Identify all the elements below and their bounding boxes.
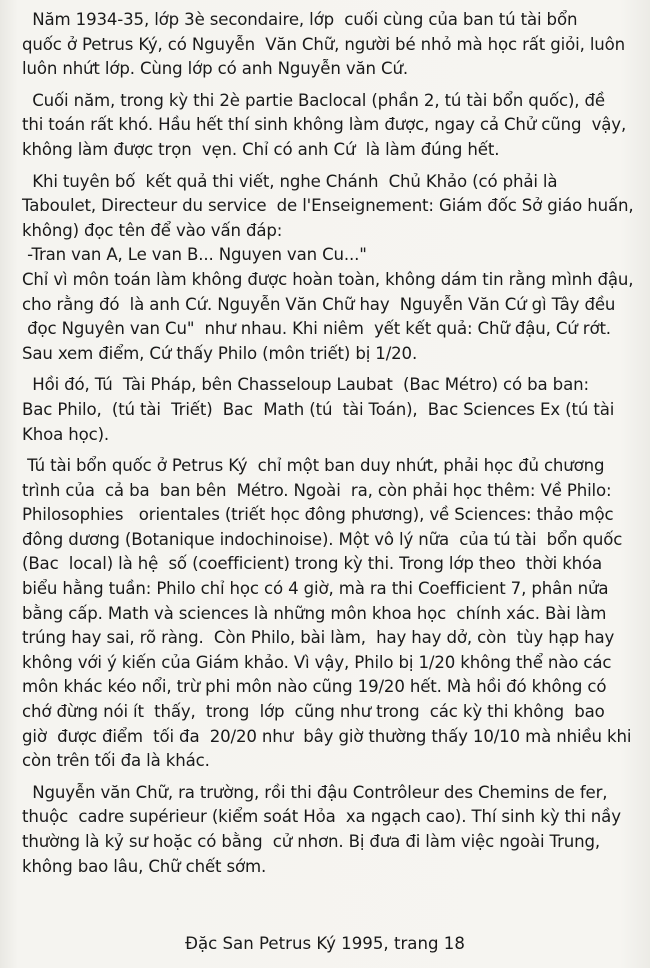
text-line: Chỉ vì môn toán làm không được hoàn toàn, không dám tin rằng mình đậu, bbox=[22, 269, 634, 289]
text-line: (Bac local) là hệ số (coefficient) trong kỳ thi. Trong lớp theo thời khóa bbox=[22, 554, 603, 574]
text-line: không) đọc tên để vào vấn đáp: bbox=[22, 220, 283, 240]
text-line: đông dương (Botanique indochinoise). Một vô lý nữa của tú tài bổn quốc bbox=[22, 529, 623, 549]
text-line: Taboulet, Directeur du service de l'Enseignement: Giám đốc Sở giáo huấn, bbox=[22, 196, 634, 216]
text-line: quốc ở Petrus Ký, có Nguyễn Văn Chữ, người bé nhỏ mà học rất giỏi, luôn bbox=[22, 34, 626, 54]
text-line: thuộc cadre supérieur (kiểm soát Hỏa xa ngạch cao). Thí sinh kỳ thi nầy bbox=[22, 807, 621, 827]
text-line: Nguyễn văn Chữ, ra trường, rồi thi đậu Contrôleur des Chemins de fer, bbox=[22, 782, 608, 802]
text-line: Tú tài bổn quốc ở Petrus Ký chỉ một ban duy nhứt, phải học đủ chương bbox=[22, 456, 605, 476]
page-footer-citation: Đặc San Petrus Ký 1995, trang 18 bbox=[185, 934, 465, 953]
text-line: trúng hay sai, rõ ràng. Còn Philo, bài làm, hay hay dở, còn tùy hạp hay bbox=[22, 628, 615, 648]
text-line: thường là kỷ sư hoặc có bằng cử nhơn. Bị đưa đi làm việc ngoài Trung, bbox=[22, 832, 601, 851]
text-line: cho rằng đó là anh Cứ. Nguyễn Văn Chữ hay Nguyễn Văn Cứ gì Tây đều bbox=[22, 294, 616, 314]
paragraph-5 bbox=[22, 454, 635, 774]
text-line: đọc Nguyên van Cu" như nhau. Khi niêm yết kết quả: Chữ đậu, Cứ rớt. bbox=[22, 319, 611, 339]
text-line: Năm 1934-35, lớp 3è secondaire, lớp cuối cùng của ban tú tài bổn bbox=[22, 10, 578, 29]
text-line: Hồi đó, Tú Tài Pháp, bên Chasseloup Laubat (Bac Métro) có ba ban: bbox=[22, 375, 589, 395]
text-line: luôn nhứt lớp. Cùng lớp có anh Nguyễn văn Cứ. bbox=[22, 59, 408, 79]
text-line: Khi tuyên bố kết quả thi viết, nghe Chánh Chủ Khảo (có phải là bbox=[22, 171, 558, 191]
text-line: không bao lâu, Chữ chết sớm. bbox=[22, 856, 267, 876]
text-line: bằng cấp. Math và sciences là những môn khoa học chính xác. Bài làm bbox=[22, 603, 607, 623]
paragraph-1 bbox=[22, 8, 635, 82]
text-line: trình của cả ba ban bên Métro. Ngoài ra, còn phải học thêm: Về Philo: bbox=[22, 480, 612, 500]
text-line: giờ được điểm tối đa 20/20 như bây giờ thường thấy 10/10 mà nhiều khi bbox=[22, 726, 632, 746]
paragraph-2 bbox=[22, 89, 635, 163]
text-line: thi toán rất khó. Hầu hết thí sinh không làm được, ngay cả Chử cũng vậy, bbox=[22, 115, 627, 135]
text-line: Khoa học). bbox=[22, 424, 110, 444]
article-body bbox=[22, 8, 635, 886]
paragraph-3 bbox=[22, 170, 635, 367]
text-line: -Tran van A, Le van B... Nguyen van Cu..." bbox=[22, 245, 367, 265]
text-line: còn trên tối đa là khác. bbox=[22, 751, 210, 771]
paragraph-6 bbox=[22, 781, 635, 879]
text-line: Sau xem điểm, Cứ thấy Philo (môn triết) bị 1/20. bbox=[22, 343, 418, 363]
text-line: biểu hằng tuần: Philo chỉ học có 4 giờ, mà ra thi Coefficient 7, phân nửa bbox=[22, 579, 609, 599]
text-line: Philosophies orientales (triết học đông phương), về Sciences: thảo mộc bbox=[22, 505, 614, 525]
paragraph-4 bbox=[22, 373, 635, 447]
text-line: Bac Philo, (tú tài Triết) Bac Math (tú tài Toán), Bac Sciences Ex (tú tài bbox=[22, 399, 615, 419]
text-line: Cuối năm, trong kỳ thi 2è partie Baclocal (phần 2, tú tài bổn quốc), đề bbox=[22, 90, 605, 110]
text-line: môn khác kéo nổi, trừ phi môn nào cũng 19/20 hết. Mà hồi đó không có bbox=[22, 677, 607, 697]
text-line: không với ý kiến của Giám khảo. Vì vậy, Philo bị 1/20 không thể nào các bbox=[22, 652, 612, 672]
text-line: không làm được trọn vẹn. Chỉ có anh Cứ là làm đúng hết. bbox=[22, 139, 500, 159]
text-line: chớ đừng nói ít thấy, trong lớp cũng như trong các kỳ thi không bao bbox=[22, 702, 605, 722]
